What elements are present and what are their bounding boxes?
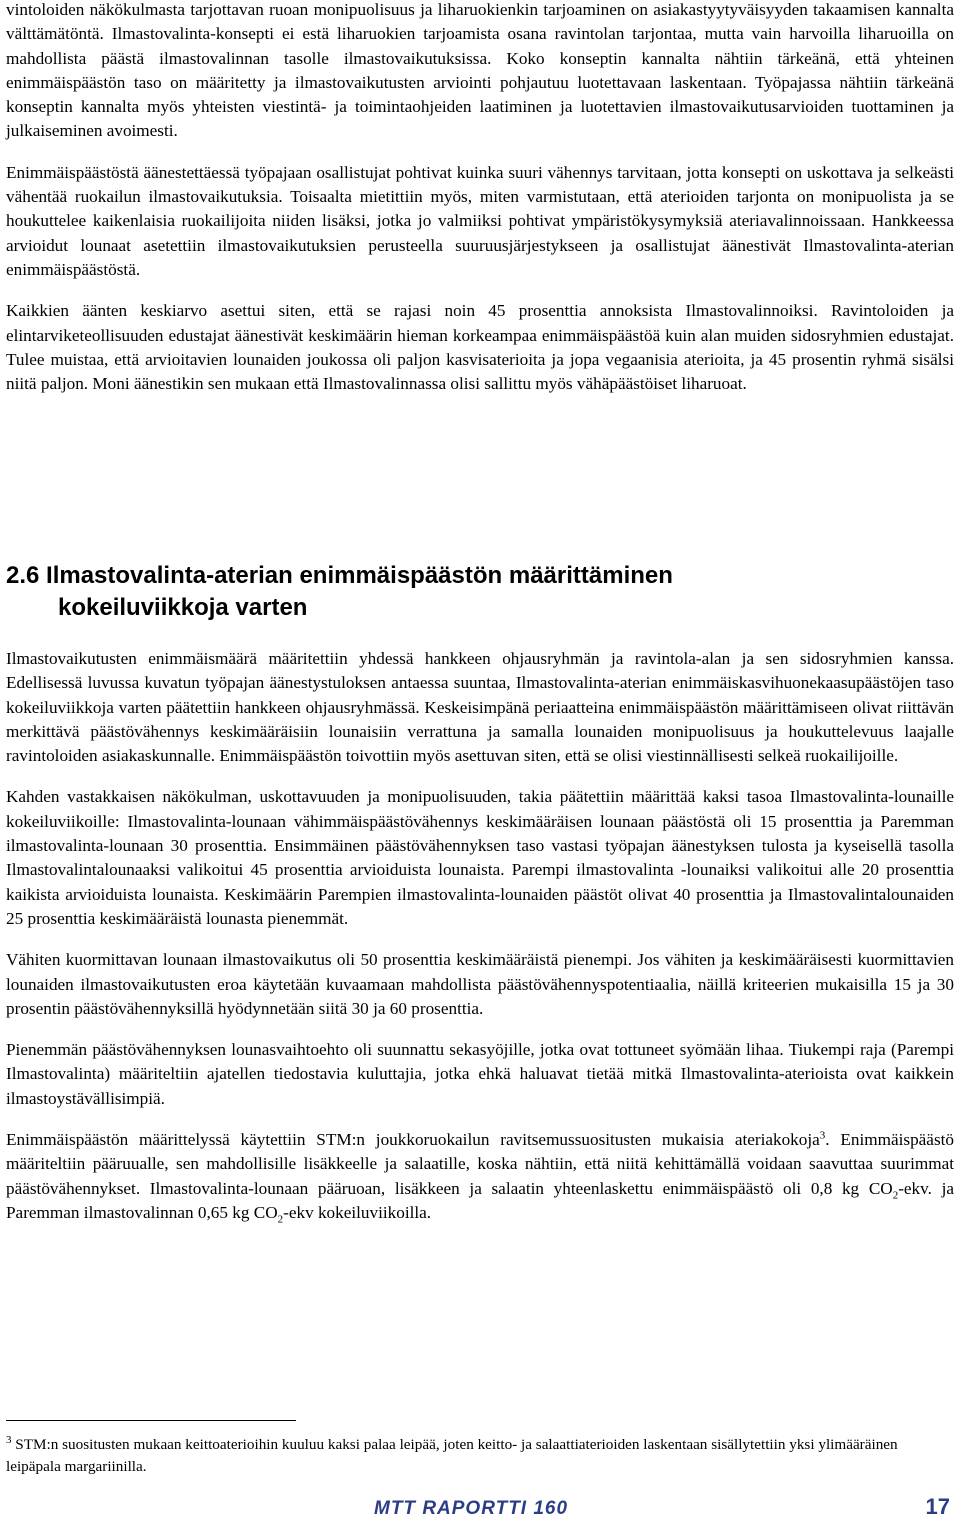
paragraph-7: Pienemmän päästövähennyksen lounasvaihtoehto oli suunnattu sekasyöjille, jotka ovat tottuneet syömään lihaa. Tiukempi raja (Parempi Ilmastovalinta) määriteltiin ajatellen tiedostavia kuluttajia, jotka ehkä haluavat tietää mitkä Ilmastovalinta-aterioista ovat kaikkein ilmastoystävällisimpiä. (6, 1040, 954, 1108)
paragraph-1: vintoloiden näkökulmasta tarjottavan ruoan monipuolisuus ja liharuokienkin tarjoaminen on asiakastyytyväisyyden takaamisen kannalta välttämätöntä. Ilmastovalinta-konsepti ei estä liharuokien tarjoamista osana ravintolan tarjontaa, mutta vain harvoilla liharuoilla on mahdollista päästä ilmastovalinnan tasolle ilmastovaikutuksissa. Koko konseptin kannalta nähtiin tärkeänä, että yhteinen enimmäispäästön taso on määritetty ja ilmastovaikutusten arviointi pohjautuu luotettavaan laskentaan. Työpajassa nähtiin tärkeänä konseptin kannalta myös yhteisten viestintä- ja toimintaohjeiden laatiminen ja luotettavien ilmastovaikutusarvioiden tuottaminen ja julkaiseminen avoimesti. (6, 0, 954, 141)
paragraph-8-text-b: . Enimmäispäästö määriteltiin pääruualle, sen mahdollisille lisäkkeelle ja salaatille, koska nähtiin, että niitä kehittämällä voidaan saavuttaa suurimmat päästövähennykset. Ilmastovalinta-lounaan pääruoan, lisäkkeen ja salaatin yhteenlaskettu enimmäispäästö oli 0,8 kg CO (6, 1130, 954, 1198)
paragraph-8-text-d: -ekv kokeiluviikoilla. (283, 1202, 432, 1222)
paragraph-5: Kahden vastakkaisen näkökulman, uskottavuuden ja monipuolisuuden, takia päätettiin määrittää kaksi tasoa Ilmastovalinta-lounaille kokeiluviikoille: Ilmastovalinta-lounaan vähimmäispäästövähennys keskimääräisen lounaan päästöstä oli 15 prosenttia ja Paremman ilmastovalinta-lounaan 30 prosenttia. Ensimmäinen päästövähennyksen taso vastasi työpajan äänestyksen tulosta ja kyseisellä tasolla Ilmastovalintalounaaksi valikoitui 45 prosenttia arvioiduista lounaista. Parempi ilmastovalinta -lounaiksi valikoitui alle 20 prosenttia kaikista arvioiduista lounaista. Keskimäärin Parempien ilmastovalinta-lounaiden päästöt olivat 40 prosenttia ja Ilmastovalintalounaiden 25 prosenttia keskimääräistä lounasta pienemmät. (6, 787, 954, 928)
footnote-text: STM:n suositusten mukaan keittoaterioihin kuuluu kaksi palaa leipää, joten keitto- ja salaattiaterioiden laskentaan sisällytettiin yksi ylimääräinen leipäpala margariinilla. (6, 1436, 898, 1475)
page-number: 17 (925, 1494, 950, 1519)
footnote-reference: 3 (819, 1129, 826, 1142)
subscript-2a: 2 (892, 1189, 899, 1202)
paragraph-4: Ilmastovaikutusten enimmäismäärä määritettiin yhdessä hankkeen ohjausryhmän ja ravintola-alan ja sen sidosryhmien kanssa. Edellisessä luvussa kuvatun työpajan äänestystuloksen antaessa suuntaa, Ilmastovalinta-aterian enimmäiskasvihuonekaasupäästöjen taso kokeiluviikkoja varten päätettiin hankkeen ohjausryhmässä. Keskeisimpänä periaatteina enimmäispäästön määrittämiseen olivat riittävän merkittävä päästövähennys keskimääräisiin lounaisiin verrattuna ja samalla lounaiden monipuolisuus ja houkuttelevuus laajalle ravintoloiden asiakaskunnalle. Enimmäispäästön toivottiin myös asettuvan siten, että se olisi viestinnällisesti selkeä ruokailijoille. (6, 649, 954, 766)
paragraph-6: Vähiten kuormittavan lounaan ilmastovaikutus oli 50 prosenttia keskimääräistä pienempi. Jos vähiten ja keskimääräisesti kuormittavien lounaiden ilmastovaikutusten eroa käytetään kuvaamaan mahdollista päästövähennyspotentiaalia, näillä kriteerien mukaisilla 15 ja 30 prosentin päästövähennyksillä hyödynnetään siitä 30 ja 60 prosenttia. (6, 950, 954, 1018)
footnote (6, 1434, 954, 1477)
footnote-divider (6, 1420, 296, 1421)
section-heading-line-2: kokeiluviikkoja varten (58, 594, 308, 621)
paragraph-8 (6, 1128, 954, 1225)
footnote-number: 3 (6, 1433, 12, 1446)
paragraph-3: Kaikkien äänten keskiarvo asettui siten, että se rajasi noin 45 prosenttia annoksista Ilmastovalinnoiksi. Ravintoloiden ja elintarviketeollisuuden edustajat äänestivät keskimäärin hieman korkeampaa enimmäispäästöä kuin alan muiden sidosryhmien edustajat. Tulee muistaa, että arvioitavien lounaiden joukossa oli paljon kasvisaterioita ja jopa vegaanisia aterioita, ja 45 prosentin ryhmä sisälsi niitä paljon. Moni äänestikin sen mukaan että Ilmastovalinnassa olisi sallittu myös vähäpäästöiset liharuoat. (6, 301, 954, 394)
paragraph-8-text-c: -ekv. ja Paremman ilmastovalinnan 0,65 kg CO (6, 1178, 954, 1222)
bottom-text-block (6, 647, 954, 1225)
paragraph-8-text-a: Enimmäispäästön määrittelyssä käytettiin STM:n joukkoruokailun ravitsemussuositusten mukaisia ateriakokoja (6, 1130, 820, 1150)
paragraph-2: Enimmäispäästöstä äänestettäessä työpajaan osallistujat pohtivat kuinka suuri vähennys tarvitaan, jotta konsepti on uskottava ja selkeästi vähentää ruokailun ilmastovaikutuksia. Toisaalta mietittiin myös, miten varmistutaan, että aterioiden tarjonta on monipuolista ja se houkuttelee kaikenlaisia ruokailijoita niiden lisäksi, jotka jo valmiiksi pohtivat ympäristökysymyksiä ateriavalinnoissaan. Hankkeessa arvioidut lounaat asetettiin ilmastovaikutuksien perusteella suuruusjärjestykseen ja osallistujat äänestivät Ilmastovalinta-aterian enimmäispäästöstä. (6, 162, 954, 279)
subscript-2b: 2 (277, 1213, 284, 1226)
section-heading-line-1: 2.6 Ilmastovalinta-aterian enimmäispäästön määrittäminen (6, 562, 673, 589)
footer-report-title: MTT RAPORTTI 160 (374, 1498, 569, 1519)
top-text-block (6, 0, 954, 396)
